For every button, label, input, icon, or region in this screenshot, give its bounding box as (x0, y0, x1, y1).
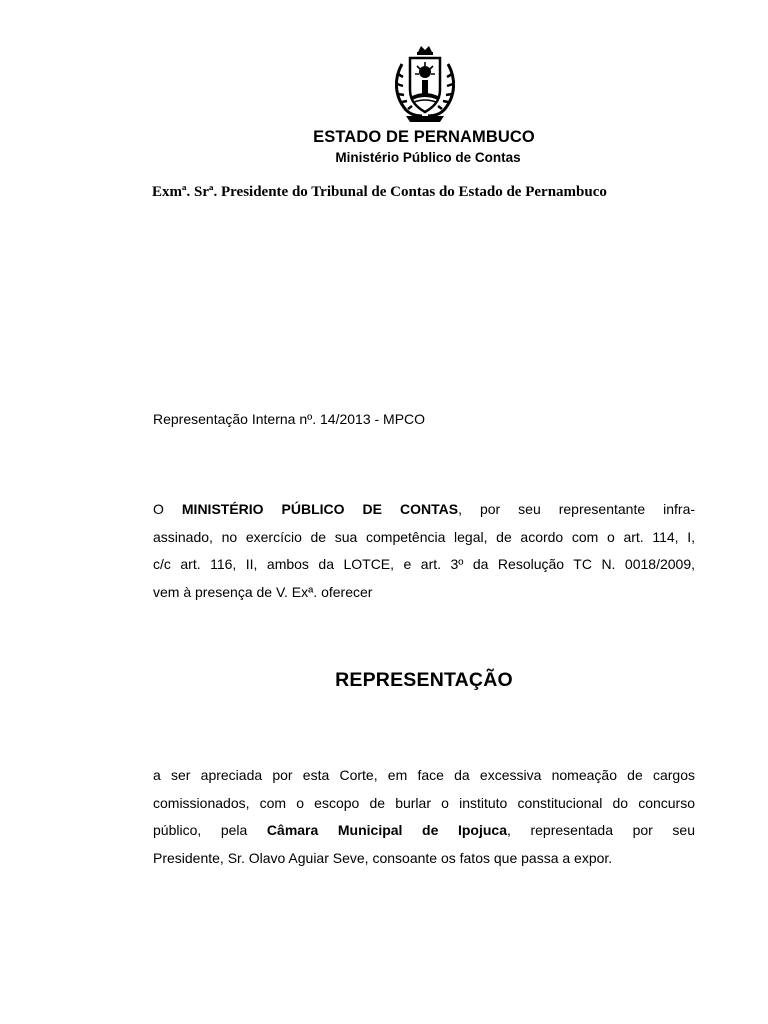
intro-line-4: vem à presença de V. Exª. oferecer (153, 583, 373, 600)
intro-line-1-end: , por seu representante infra- (458, 501, 696, 517)
reference-number: Representação Interna nº. 14/2013 - MPCO (153, 411, 426, 427)
body-line-1: a ser apreciada por esta Corte, em face da excessiva nomeação de cargos (153, 767, 695, 783)
body-line-3 (153, 817, 695, 845)
body-paragraph (153, 762, 695, 872)
intro-paragraph (153, 496, 695, 606)
chamber-name-bold: Câmara Municipal de Ipojuca (266, 822, 507, 838)
coat-of-arms-emblem (388, 44, 462, 124)
addressee-line: Exmª. Srª. Presidente do Tribunal de Contas do Estado de Pernambuco (152, 184, 607, 200)
document-title: REPRESENTAÇÃO (335, 669, 513, 691)
body-line-3-end: , representada por seu (507, 822, 695, 838)
intro-line-3: c/c art. 116, II, ambos da LOTCE, e art. 3º da Resolução TC N. 0018/2009, (153, 556, 695, 572)
ministry-name-bold: MINISTÉRIO PÚBLICO DE CONTAS (181, 501, 459, 517)
body-line-4: Presidente, Sr. Olavo Aguiar Seve, consoante os fatos que passa a expor. (153, 849, 613, 866)
body-line-3-start: público, pela (153, 822, 267, 838)
body-line-2: comissionados, com o escopo de burlar o instituto constitucional do concurso (153, 794, 695, 811)
state-title: ESTADO DE PERNAMBUCO (313, 128, 535, 146)
intro-line-1 (153, 496, 695, 524)
intro-line-2: assinado, no exercício de sua competência legal, de acordo com o art. 114, I, (153, 528, 695, 545)
ministry-subtitle: Ministério Público de Contas (335, 150, 521, 165)
intro-line-1-start: O (153, 501, 182, 517)
